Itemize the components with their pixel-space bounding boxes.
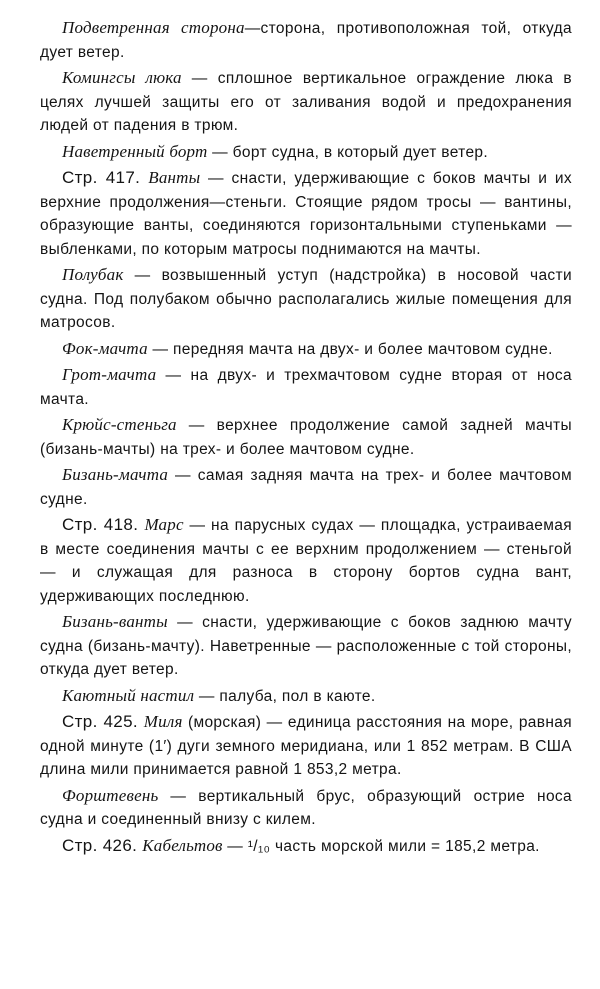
page-ref: Стр. 417.: [62, 168, 149, 187]
glossary-entry: [40, 16, 572, 64]
glossary-entry: [40, 263, 572, 335]
definition: — возвышенный уступ (надстройка) в носовой части судна. Под полубаком обычно располагались жилые помещения для матросов.: [40, 267, 572, 331]
term: Каютный настил: [62, 685, 195, 705]
glossary-entry: [40, 513, 572, 608]
glossary-entry: [40, 337, 572, 362]
page-ref: Стр. 418.: [62, 515, 145, 534]
definition: — борт судна, в который дует ветер.: [207, 143, 489, 161]
glossary-entry: [40, 684, 572, 709]
definition: — на двух- и трехмачтовом судне вторая от носа мачта.: [40, 367, 572, 408]
page-ref: Стр. 426.: [62, 835, 143, 855]
glossary-entry: [40, 413, 572, 461]
definition: — ¹/₁₀ часть морской мили = 185,2 метра.: [222, 837, 540, 855]
definition: — самая задняя мачта на трех- и более мачтовом судне.: [40, 467, 572, 508]
term: Комингсы люка: [62, 68, 182, 87]
term: Кабельтов: [142, 835, 223, 855]
glossary-entry: [40, 66, 572, 138]
definition: —сторона, противоположная той, откуда дует ветер.: [40, 20, 573, 61]
term: Полубак: [62, 265, 124, 284]
term: Фок-мачта: [62, 338, 148, 358]
glossary-entry: [40, 463, 572, 511]
term: Грот-мачта: [62, 365, 157, 384]
glossary-entry: [40, 834, 572, 859]
glossary-entry: [40, 140, 572, 165]
glossary-entry: [40, 363, 572, 411]
definition: — вертикальный брус, образующий острие носа судна и соединенный внизу с килем.: [40, 787, 572, 828]
term: Ванты: [148, 168, 201, 187]
term: Форштевень: [62, 785, 159, 805]
definition: — снасти, удерживающие с боков мачты и их верхние продолжения—стеньги. Стоящие рядом тросы — вантины, образующие ванты, соединяются горизонтальными ступеньками — выбленками, по которым матросы поднимаются на мачты.: [40, 170, 572, 258]
term: Бизань-мачта: [62, 465, 169, 484]
glossary-entry: [40, 784, 572, 832]
page-ref: Стр. 425.: [62, 712, 144, 731]
term: Миля: [143, 712, 183, 731]
definition: — верхнее продолжение самой задней мачты (бизань-мачты) на трех- и более мачтовом судне.: [40, 417, 572, 458]
term: Марс: [144, 515, 184, 534]
definition: (морская) — единица расстояния на море, равная одной минуте (1′) дуги земного меридиана, или 1 852 метрам. В США длина мили принимается равной 1 853,2 метра.: [40, 714, 572, 778]
definition: — передняя мачта на двух- и более мачтовом судне.: [147, 340, 553, 358]
term: Наветренный борт: [62, 141, 208, 161]
term: Подветренная сторона: [62, 18, 245, 37]
term: Бизань-ванты: [62, 612, 168, 631]
definition: — на парусных судах — площадка, устраиваемая в месте соединения мачты с ее верхним продолжением — стеньгой — и служащая для разноса в сторону бортов судна вант, удерживающих последнюю.: [40, 517, 572, 605]
glossary-entry: [40, 710, 572, 782]
term: Крюйс-стеньга: [62, 415, 177, 434]
definition: — сплошное вертикальное ограждение люка в целях лучшей защиты его от заливания водой и предохранения людей от падения в трюм.: [40, 70, 572, 134]
definition: — снасти, удерживающие с боков заднюю мачту судна (бизань-мачту). Наветренные — расположенные с той стороны, откуда дует ветер.: [40, 614, 572, 678]
definition: — палуба, пол в каюте.: [194, 687, 376, 705]
glossary-entry: [40, 610, 572, 682]
glossary-entry: [40, 166, 572, 261]
